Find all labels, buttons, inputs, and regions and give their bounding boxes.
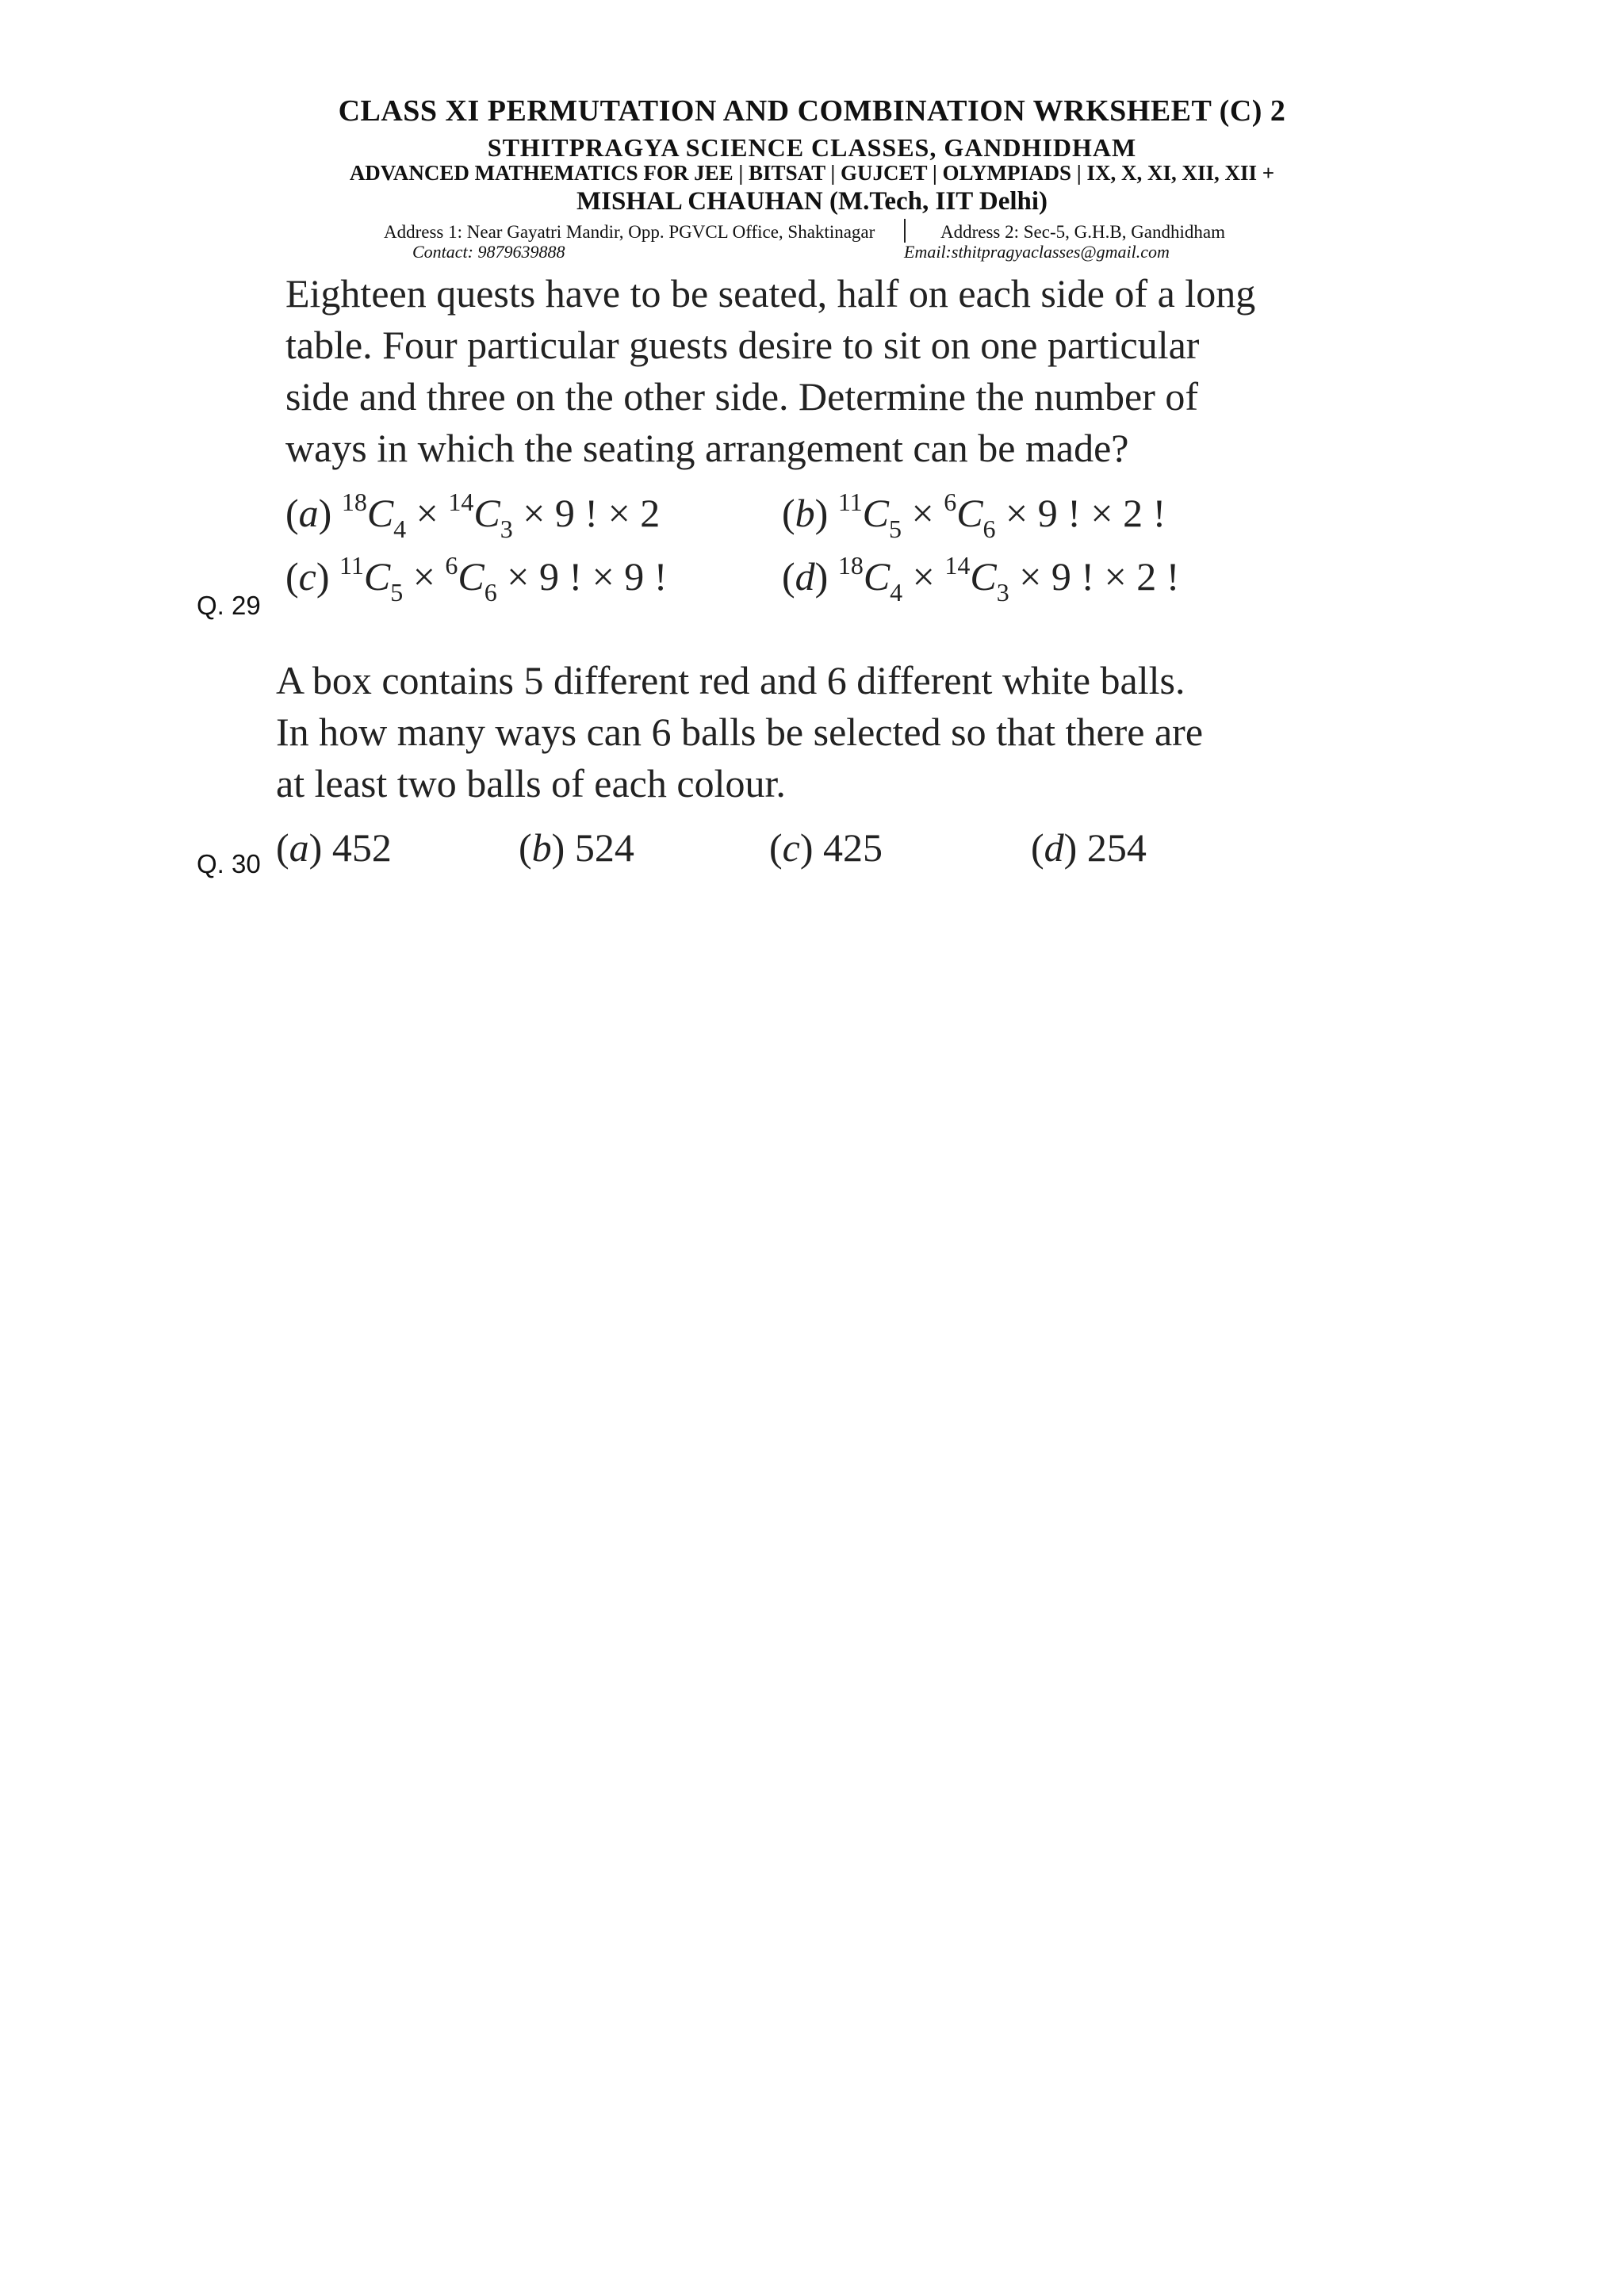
option-value: 452 bbox=[331, 825, 392, 870]
question-29-text bbox=[285, 268, 1255, 474]
question-29-line: table. Four particular guests desire to sit on one particular bbox=[285, 323, 1200, 367]
question-30-option-b bbox=[519, 825, 634, 871]
question-29-line: side and three on the other side. Determine the number of bbox=[285, 374, 1199, 419]
address-1: Address 1: Near Gayatri Mandir, Opp. PGVCL Office, Shaktinagar bbox=[384, 222, 875, 242]
question-30-line: A box contains 5 different red and 6 different white balls. bbox=[276, 658, 1185, 702]
question-30-line: at least two balls of each colour. bbox=[276, 761, 786, 806]
author-line: MISHAL CHAUHAN (M.Tech, IIT Delhi) bbox=[576, 187, 1048, 216]
question-30-option-c bbox=[769, 825, 883, 871]
option-letter: (c) bbox=[769, 825, 814, 870]
question-30-option-d bbox=[1031, 825, 1147, 871]
option-expression: $^{18}C_4 \times ^{14}C_3 \times 9$ ! × 2 ! bbox=[837, 551, 1180, 607]
option-letter: (b) bbox=[782, 491, 829, 535]
question-29-option-c bbox=[285, 551, 668, 607]
option-letter: (a) bbox=[285, 491, 332, 535]
option-letter: (c) bbox=[285, 554, 330, 599]
question-29-option-d bbox=[782, 551, 1180, 607]
option-letter: (d) bbox=[782, 554, 829, 599]
question-30-option-a bbox=[276, 825, 392, 871]
option-letter: (a) bbox=[276, 825, 323, 870]
question-29-line: Eighteen quests have to be seated, half on each side of a long bbox=[285, 271, 1256, 316]
option-value: 425 bbox=[823, 825, 883, 870]
question-30-text bbox=[276, 655, 1203, 809]
question-29-label: Q. 29 bbox=[197, 591, 261, 620]
option-letter: (b) bbox=[519, 825, 565, 870]
option-value: 254 bbox=[1086, 825, 1147, 870]
address-divider bbox=[904, 219, 906, 243]
email-address: Email:sthitpragyaclasses@gmail.com bbox=[904, 242, 1170, 262]
option-expression: $^{11}C_5 \times ^6C_6 \times 9$ ! × 2 ! bbox=[837, 488, 1166, 543]
option-expression: $^{18}C_4 \times ^{14}C_3 \times 9$ ! × 2 bbox=[341, 488, 661, 543]
address-2: Address 2: Sec-5, G.H.B, Gandhidham bbox=[940, 222, 1226, 242]
institute-name: STHITPRAGYA SCIENCE CLASSES, GANDHIDHAM bbox=[487, 133, 1137, 162]
question-30-line: In how many ways can 6 balls be selected so that there are bbox=[276, 710, 1204, 754]
option-value: 524 bbox=[574, 825, 634, 870]
tagline: ADVANCED MATHEMATICS FOR JEE | BITSAT | GUJCET | OLYMPIADS | IX, X, XI, XII, XII + bbox=[349, 161, 1275, 185]
question-29-option-a bbox=[285, 488, 661, 543]
question-29-line: ways in which the seating arrangement can be made? bbox=[285, 426, 1129, 470]
question-30-label: Q. 30 bbox=[197, 849, 261, 878]
question-29-option-b bbox=[782, 488, 1166, 543]
contact-number: Contact: 9879639888 bbox=[412, 242, 565, 262]
worksheet-title: CLASS XI PERMUTATION AND COMBINATION WRKSHEET (C) 2 bbox=[338, 94, 1286, 128]
option-letter: (d) bbox=[1031, 825, 1078, 870]
option-expression: $^{11}C_5 \times ^6C_6 \times 9$ ! × 9 ! bbox=[339, 551, 668, 607]
